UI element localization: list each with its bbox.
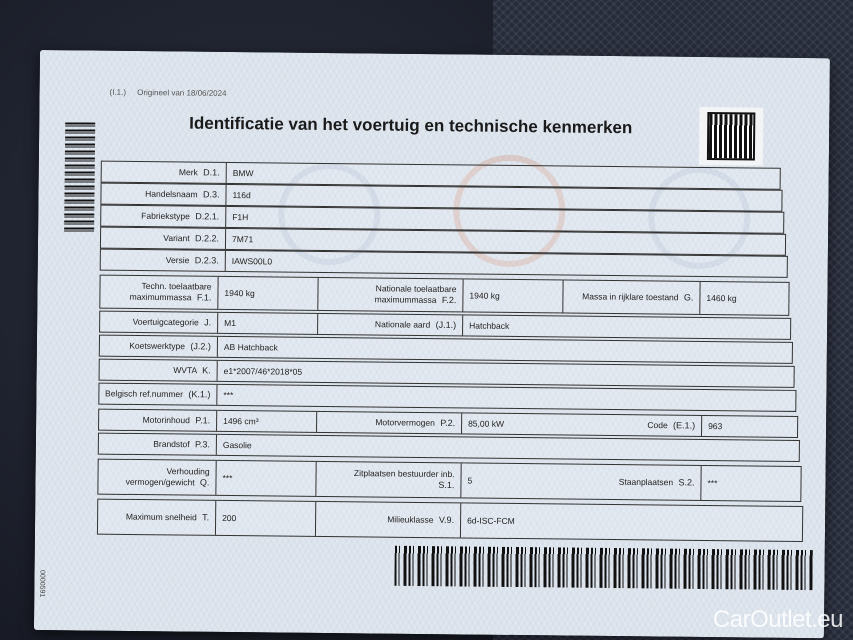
value-variant: 7M71 [231, 234, 254, 245]
table-row [97, 459, 801, 502]
value-nationale-aard: Hatchback [469, 320, 510, 331]
header-meta [110, 88, 227, 98]
header-code: (I.1.) [109, 87, 127, 97]
label-koetswerktype: Koetswerktype (J.2.) [129, 340, 211, 352]
value-zitplaatsen: 5 [467, 475, 473, 486]
label-motorvermogen: Motorvermogen P.2. [375, 417, 456, 428]
value-merk: BMW [232, 168, 254, 179]
label-motorinhoud: Motorinhoud P.1. [142, 414, 211, 426]
label-variant: Variant D.2.2. [163, 232, 220, 244]
watermark-logo: CarOutlet.eu [712, 606, 843, 633]
document-title: Identificatie van het voertuig en technische kenmerken [189, 113, 633, 138]
label-code: Code (E.1.) [647, 419, 696, 431]
label-massa-rijklaar: Massa in rijklare toestand G. [582, 291, 694, 303]
value-milieuklasse: 6d-ISC-FCM [467, 515, 515, 526]
value-code: 963 [708, 421, 723, 432]
label-nat-massa: Nationale toelaatbare maximummassa F.2. [374, 283, 457, 305]
label-verhouding: Verhouding vermogen/gewicht Q. [125, 466, 210, 488]
value-massa-rijklaar: 1460 kg [706, 292, 737, 304]
value-techn-massa: 1940 kg [224, 287, 255, 299]
value-koetswerktype: AB Hatchback [223, 341, 278, 353]
label-milieuklasse: Milieuklasse V.9. [387, 514, 455, 525]
value-verhouding: *** [222, 472, 233, 484]
value-voertuigcategorie: M1 [224, 317, 237, 329]
label-belgisch-ref: Belgisch ref.nummer (K.1.) [105, 388, 211, 400]
value-wvta: e1*2007/46*2018*05 [223, 365, 303, 377]
label-handelsnaam: Handelsnaam D.3. [145, 188, 220, 200]
label-fabriekstype: Fabriekstype D.2.1. [141, 210, 220, 222]
value-nat-massa: 1940 kg [469, 290, 500, 301]
barcode-vertical [64, 122, 95, 232]
side-serial: 0000591 [38, 570, 46, 598]
value-motorvermogen: 85,00 kW [468, 418, 505, 429]
value-fabriekstype: F1H [232, 212, 249, 223]
value-belgisch-ref: *** [223, 389, 234, 401]
header-original-date: Origineel van 18/06/2024 [137, 88, 227, 98]
table-row [99, 275, 789, 316]
label-versie: Versie D.2.3. [165, 254, 219, 266]
label-merk: Merk D.1. [178, 167, 220, 178]
value-motorinhoud: 1496 cm³ [223, 415, 259, 427]
value-staanplaatsen: *** [707, 478, 718, 489]
label-wvta: WVTA K. [173, 365, 211, 376]
value-max-snelheid: 200 [222, 512, 237, 524]
table-row [98, 433, 800, 462]
label-techn-massa: Techn. toelaatbare maximummassa F.1. [129, 280, 212, 303]
label-brandstof: Brandstof P.3. [153, 438, 210, 450]
label-zitplaatsen: Zitplaatsen bestuurder inb. S.1. [353, 468, 455, 490]
label-max-snelheid: Maximum snelheid T. [125, 511, 210, 523]
datamatrix-code [707, 112, 756, 161]
label-staanplaatsen: Staanplaatsen S.2. [618, 476, 695, 488]
table-row [97, 499, 803, 542]
label-nationale-aard: Nationale aard (J.1.) [374, 319, 457, 330]
value-handelsnaam: 116d [232, 190, 251, 201]
table-row [98, 383, 796, 412]
value-brandstof: Gasolie [222, 439, 252, 451]
registration-document [34, 50, 830, 638]
label-voertuigcategorie: Voertuigcategorie J. [132, 316, 212, 328]
barcode-horizontal [394, 546, 812, 590]
value-versie: IAWS00L0 [231, 256, 273, 267]
